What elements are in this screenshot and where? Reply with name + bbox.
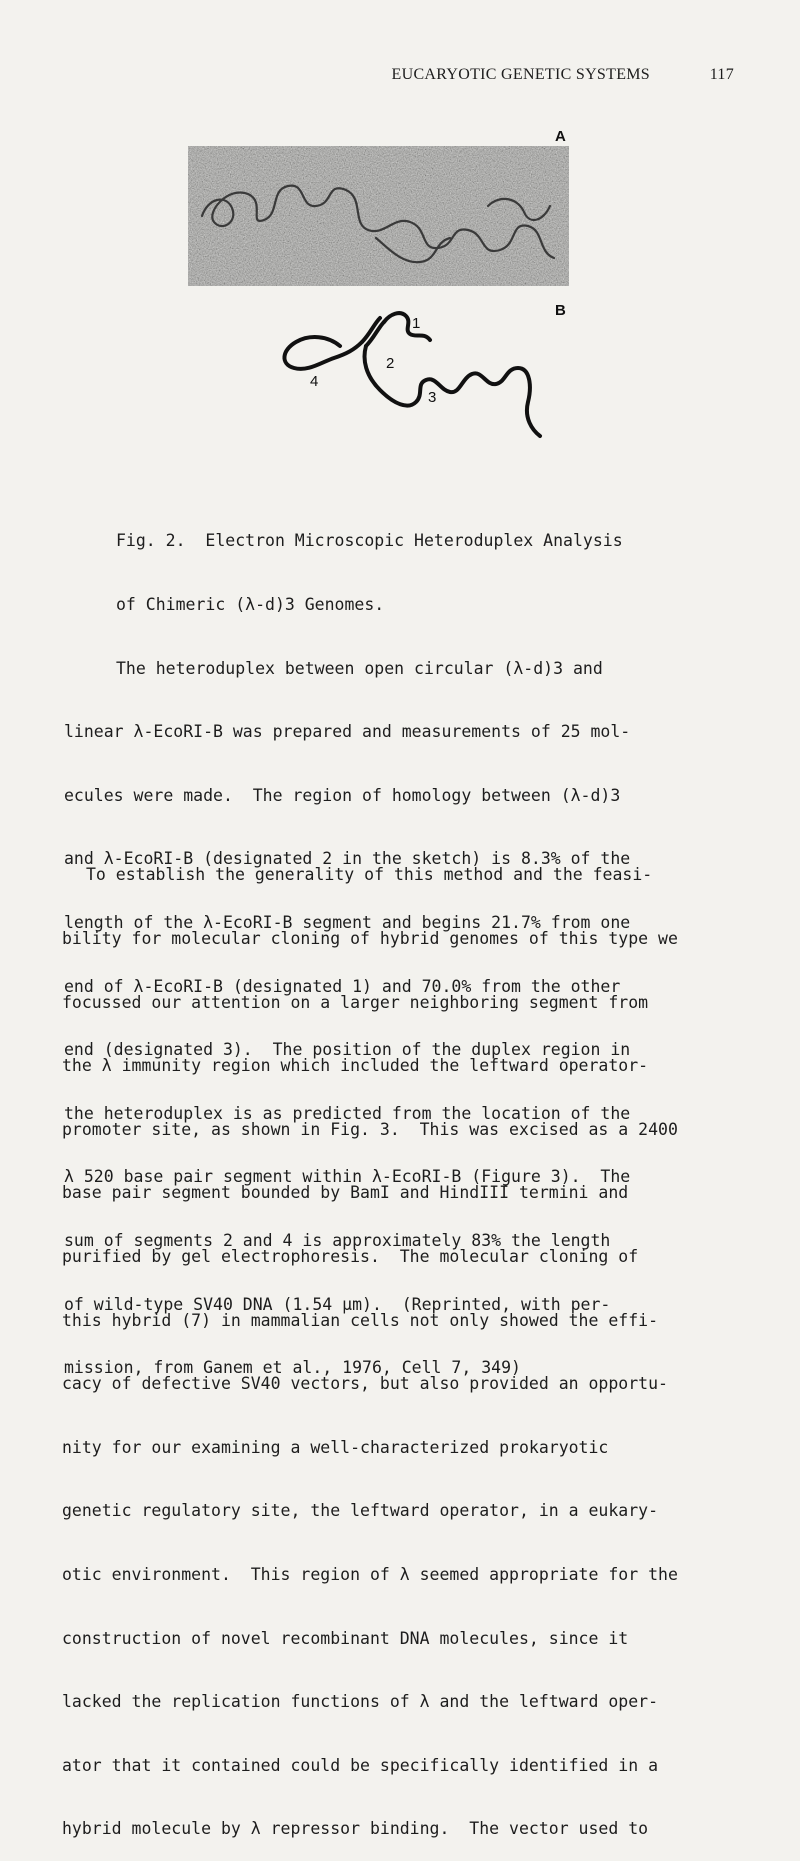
- caption-line: of wild-type SV40 DNA (1.54 μm). (Reprinted, with per-: [64, 1294, 611, 1314]
- caption-line: end of λ-EcoRI-B (designated 1) and 70.0% from the other: [64, 976, 621, 996]
- electron-micrograph: [188, 146, 569, 286]
- heteroduplex-sketch: [270, 306, 560, 446]
- caption-line: The heteroduplex between open circular (λ-d)3 and: [116, 658, 603, 678]
- body-line: cacy of defective SV40 vectors, but also provided an opportu-: [62, 1374, 668, 1394]
- body-line: base pair segment bounded by BamI and HindIII termini and: [62, 1183, 629, 1203]
- body-line: genetic regulatory site, the leftward operator, in a eukary-: [62, 1501, 659, 1521]
- caption-line: Fig. 2. Electron Microscopic Heteroduplex Analysis: [116, 531, 623, 551]
- body-line: ator that it contained could be specifically identified in a: [62, 1755, 659, 1775]
- body-line: this hybrid (7) in mammalian cells not only showed the effi-: [62, 1310, 659, 1330]
- sketch-segment-1: [384, 313, 430, 340]
- sketch-segment-4: [284, 337, 362, 369]
- sketch-label-2: 2: [386, 355, 395, 372]
- body-line: nity for our examining a well-characterized prokaryotic: [62, 1437, 609, 1457]
- body-paragraph: [62, 822, 762, 1861]
- caption-line: length of the λ-EcoRI-B segment and begins 21.7% from one: [64, 912, 631, 932]
- body-line: To establish the generality of this method and the feasi-: [86, 865, 653, 885]
- caption-line: sum of segments 2 and 4 is approximately 83% the length: [64, 1230, 611, 1250]
- sketch-label-4: 4: [310, 373, 319, 390]
- body-line: focussed our attention on a larger neighboring segment from: [62, 992, 649, 1012]
- page-number: 117: [709, 66, 734, 83]
- panel-label-a: A: [555, 128, 566, 145]
- body-line: otic environment. This region of λ seemed appropriate for the: [62, 1564, 678, 1584]
- micrograph-image: [188, 146, 569, 286]
- body-line: promoter site, as shown in Fig. 3. This was excised as a 2400: [62, 1119, 678, 1139]
- caption-line: mission, from Ganem et al., 1976, Cell 7, 349): [64, 1358, 521, 1378]
- caption-line: and λ-EcoRI-B (designated 2 in the sketch) is 8.3% of the: [64, 849, 631, 869]
- caption-line: ecules were made. The region of homology between (λ-d)3: [64, 785, 621, 805]
- body-line: lacked the replication functions of λ and the leftward oper-: [62, 1692, 659, 1712]
- body-line: bility for molecular cloning of hybrid genomes of this type we: [62, 929, 678, 948]
- page-header: [0, 66, 800, 90]
- running-title: EUCARYOTIC GENETIC SYSTEMS: [391, 66, 650, 83]
- caption-line: end (designated 3). The position of the duplex region in: [64, 1040, 631, 1060]
- caption-line: of Chimeric (λ-d)3 Genomes.: [116, 595, 385, 614]
- body-line: construction of novel recombinant DNA molecules, since it: [62, 1628, 629, 1648]
- sketch-label-3: 3: [428, 389, 437, 406]
- caption-line: linear λ-EcoRI-B was prepared and measurements of 25 mol-: [64, 722, 631, 742]
- panel-label-b: B: [555, 302, 566, 319]
- sketch-label-1: 1: [412, 315, 421, 332]
- body-line: hybrid molecule by λ repressor binding. The vector used to: [62, 1819, 649, 1839]
- caption-line: the heteroduplex is as predicted from the location of the: [64, 1103, 631, 1123]
- caption-line: λ 520 base pair segment within λ-EcoRI-B (Figure 3). The: [64, 1167, 631, 1187]
- body-line: the λ immunity region which included the leftward operator-: [62, 1056, 649, 1076]
- body-line: purified by gel electrophoresis. The molecular cloning of: [62, 1246, 639, 1266]
